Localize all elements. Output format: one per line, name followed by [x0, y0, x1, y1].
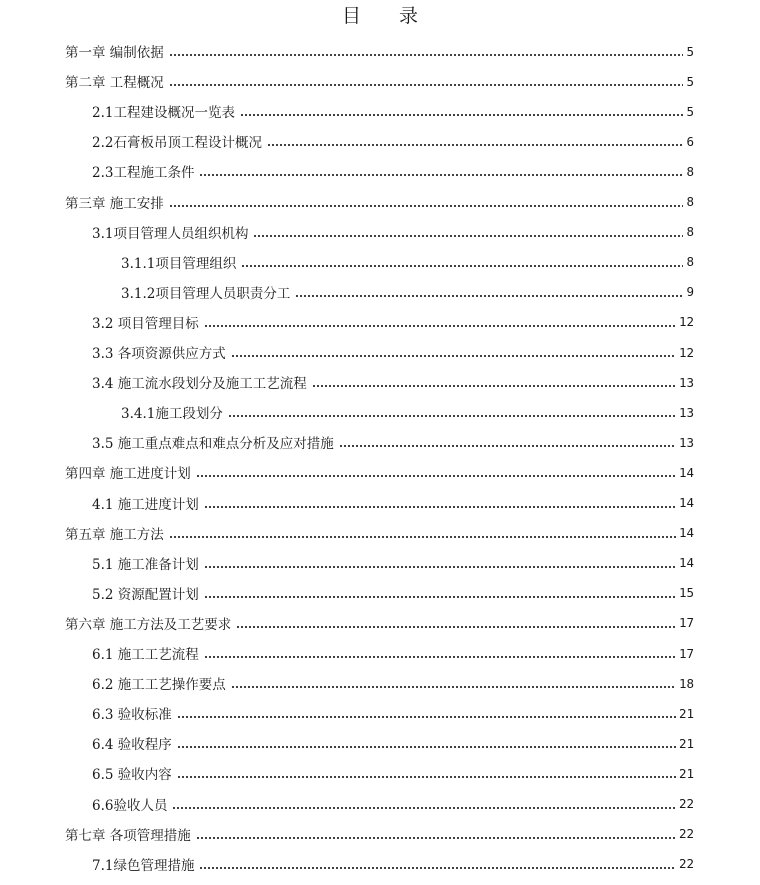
- toc-entry-label: 第四章 施工进度计划: [65, 466, 191, 483]
- toc-entry-label: 6.3 验收标准: [92, 707, 172, 724]
- toc-entry[interactable]: [92, 126, 694, 156]
- dot-leader: [177, 736, 676, 750]
- toc-entry[interactable]: [92, 849, 694, 879]
- toc-entry-label: 5.2 资源配置计划: [92, 586, 199, 603]
- toc-entry-page: 17: [678, 645, 694, 661]
- toc-entry-page: 8: [686, 254, 694, 270]
- toc-entry-label: 3.2 项目管理目标: [92, 315, 199, 332]
- toc-entry-page: 12: [678, 344, 694, 360]
- toc-entry[interactable]: [92, 156, 694, 186]
- toc-entry-page: 22: [678, 856, 694, 872]
- toc-entry-page: 9: [686, 284, 694, 300]
- toc-entry-label: 6.6验收人员: [92, 797, 168, 814]
- dot-leader: [295, 285, 683, 299]
- toc-entry-page: 13: [678, 404, 694, 420]
- toc-entry-label: 3.4.1施工段划分: [121, 406, 223, 423]
- toc-entry[interactable]: [121, 277, 694, 307]
- toc-entry-page: 14: [678, 555, 694, 571]
- toc-entry-page: 14: [678, 464, 694, 480]
- toc-entry[interactable]: [65, 457, 694, 487]
- toc-entry[interactable]: [121, 247, 694, 277]
- dot-leader: [204, 496, 676, 510]
- dot-leader: [228, 405, 676, 419]
- toc-entry-label: 7.1绿色管理措施: [92, 857, 195, 874]
- dot-leader: [199, 857, 675, 871]
- toc-entry-page: 6: [686, 133, 694, 149]
- toc-entry-label: 第一章 编制依据: [65, 45, 164, 61]
- toc-entry-label: 第三章 施工安排: [65, 195, 164, 212]
- toc-entry-label: 3.1.2项目管理人员职责分工: [121, 285, 291, 302]
- dot-leader: [267, 134, 683, 148]
- toc-entry[interactable]: [65, 36, 694, 66]
- dot-leader: [199, 164, 683, 178]
- toc-entry-page: 12: [678, 314, 694, 330]
- toc-entry[interactable]: [92, 217, 694, 247]
- dot-leader: [204, 556, 676, 570]
- toc-entry-label: 3.4 施工流水段划分及施工工艺流程: [92, 376, 307, 393]
- toc-entry[interactable]: [92, 698, 694, 728]
- toc-entry-page: 8: [686, 194, 694, 209]
- toc-entry-page: 21: [678, 765, 694, 781]
- dot-leader: [169, 44, 684, 58]
- toc-entry[interactable]: [92, 789, 694, 819]
- dot-leader: [339, 435, 676, 449]
- toc-entry[interactable]: [65, 66, 694, 96]
- dot-leader: [169, 526, 676, 540]
- toc-entry-label: 6.5 验收内容: [92, 767, 172, 784]
- dot-leader: [312, 375, 676, 389]
- toc-entry-page: 13: [678, 434, 694, 450]
- toc-entry[interactable]: [65, 608, 694, 638]
- dot-leader: [172, 797, 675, 811]
- toc-entry-page: 13: [678, 374, 694, 390]
- toc-entry[interactable]: [92, 758, 694, 788]
- toc-entry-page: 22: [678, 826, 694, 842]
- toc-entry[interactable]: [92, 668, 694, 698]
- toc-entry-page: 5: [686, 43, 694, 59]
- toc-entry-page: 8: [686, 163, 694, 179]
- toc-title: 目 录: [341, 5, 435, 27]
- dot-leader: [241, 255, 683, 269]
- toc-entry[interactable]: [92, 96, 694, 126]
- toc-entry[interactable]: [92, 337, 694, 367]
- dot-leader: [204, 586, 676, 600]
- toc-entry[interactable]: [92, 548, 694, 578]
- dot-leader: [169, 195, 684, 209]
- toc-entry-page: 18: [678, 675, 694, 691]
- toc-entry-page: 14: [678, 525, 694, 541]
- toc-entry-page: 22: [678, 796, 694, 811]
- dot-leader: [253, 225, 683, 239]
- toc-entry[interactable]: [92, 728, 694, 758]
- toc-entry-label: 2.1工程建设概况一览表: [92, 105, 235, 122]
- toc-entry-label: 6.1 施工工艺流程: [92, 647, 199, 663]
- toc-entry-label: 2.3工程施工条件: [92, 165, 195, 182]
- toc-entry-page: 21: [678, 735, 694, 751]
- toc-entry-label: 3.1项目管理人员组织机构: [92, 225, 249, 242]
- toc-entry-page: 21: [678, 705, 694, 721]
- toc-entry[interactable]: [92, 488, 694, 518]
- toc-entry-label: 3.3 各项资源供应方式: [92, 346, 226, 362]
- dot-leader: [231, 345, 676, 359]
- toc-entry-label: 第二章 工程概况: [65, 75, 164, 92]
- dot-leader: [177, 766, 676, 780]
- toc-entry[interactable]: [65, 187, 694, 217]
- toc-entry-label: 3.1.1项目管理组织: [121, 255, 237, 272]
- toc-entry[interactable]: [92, 367, 694, 397]
- toc-entry[interactable]: [92, 427, 694, 457]
- toc-entry-page: 14: [678, 495, 694, 510]
- toc-entry[interactable]: [121, 397, 694, 427]
- toc-entry-page: 15: [678, 585, 694, 601]
- toc-entry[interactable]: [65, 518, 694, 548]
- dot-leader: [169, 74, 684, 88]
- dot-leader: [177, 706, 676, 720]
- dot-leader: [231, 676, 676, 690]
- toc-entry-page: 17: [678, 615, 694, 631]
- toc-entry-label: 5.1 施工准备计划: [92, 556, 199, 573]
- dot-leader: [196, 465, 676, 479]
- toc-entry[interactable]: [65, 819, 694, 849]
- dot-leader: [236, 616, 676, 630]
- toc-entry-label: 3.5 施工重点难点和难点分析及应对措施: [92, 436, 334, 453]
- toc-entry-label: 2.2石膏板吊顶工程设计概况: [92, 135, 262, 152]
- toc-entry-page: 8: [686, 224, 694, 240]
- toc-entry-label: 第七章 各项管理措施: [65, 827, 191, 844]
- toc-entry[interactable]: [92, 307, 694, 337]
- dot-leader: [240, 104, 683, 118]
- toc-entry[interactable]: [92, 638, 694, 668]
- toc-entry[interactable]: [92, 578, 694, 608]
- toc-entry-label: 6.2 施工工艺操作要点: [92, 677, 226, 694]
- toc-entry-label: 4.1 施工进度计划: [92, 496, 199, 513]
- toc-entry-page: 5: [686, 103, 694, 119]
- toc-entry-label: 第六章 施工方法及工艺要求: [65, 616, 232, 633]
- dot-leader: [204, 315, 676, 329]
- toc-entry-label: 第五章 施工方法: [65, 526, 164, 543]
- toc-entry-label: 6.4 验收程序: [92, 737, 172, 754]
- dot-leader: [204, 646, 676, 660]
- dot-leader: [196, 827, 676, 841]
- toc-entry-page: 5: [686, 73, 694, 89]
